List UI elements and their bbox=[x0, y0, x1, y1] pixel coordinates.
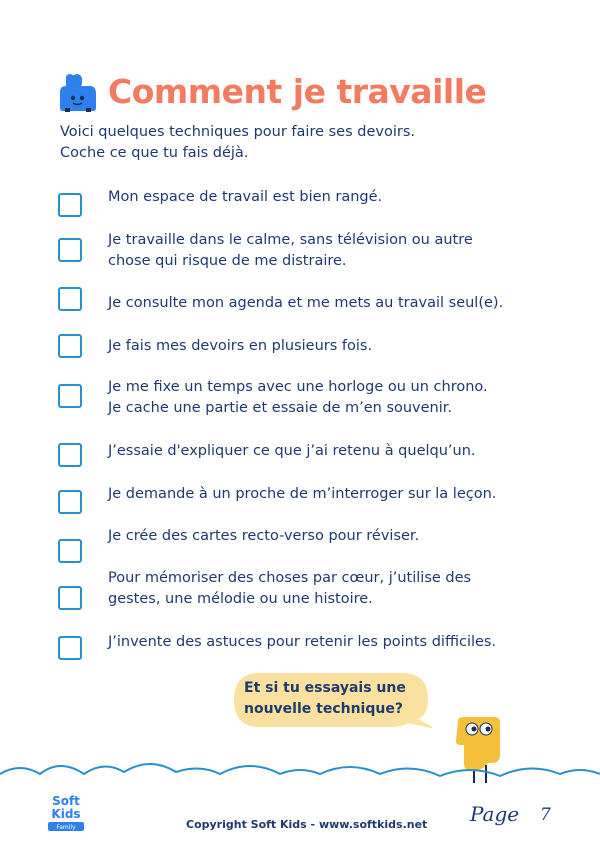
checklist-item-text bbox=[108, 293, 578, 314]
checklist-item-text bbox=[108, 568, 578, 610]
checklist-item-text bbox=[108, 441, 578, 462]
checklist-line: J’essaie d'expliquer ce que j’ai retenu à quelqu’un. bbox=[108, 443, 476, 459]
checklist-line: Mon espace de travail est bien rangé. bbox=[108, 189, 383, 205]
checklist-line: Je consulte mon agenda et me mets au travail seul(e). bbox=[108, 295, 504, 311]
checkbox[interactable] bbox=[58, 287, 82, 311]
checkbox[interactable] bbox=[58, 636, 82, 660]
copyright-text: Copyright Soft Kids - www.softkids.net bbox=[186, 818, 428, 831]
checklist-line: Je me fixe un temps avec une horloge ou un chrono. bbox=[108, 379, 488, 395]
bubble-line: nouvelle technique? bbox=[244, 701, 403, 717]
checklist-line: Je crée des cartes recto-verso pour réviser. bbox=[108, 528, 420, 544]
cloud-decoration bbox=[0, 752, 600, 849]
bubble-line: Et si tu essayais une bbox=[244, 680, 406, 696]
page-number: 7 bbox=[540, 805, 551, 825]
checkbox[interactable] bbox=[58, 384, 82, 408]
checklist-line: J’invente des astuces pour retenir les points difficiles. bbox=[108, 634, 497, 650]
checklist-line: chose qui risque de me distraire. bbox=[108, 253, 347, 269]
intro-line: Coche ce que tu fais déjà. bbox=[60, 145, 249, 161]
checkbox[interactable] bbox=[58, 490, 82, 514]
checklist-line: Je demande à un proche de m’interroger sur la leçon. bbox=[108, 486, 497, 502]
checklist-line: Pour mémoriser des choses par cœur, j’utilise des bbox=[108, 570, 472, 586]
checklist-line: Je travaille dans le calme, sans télévision ou autre bbox=[108, 232, 473, 248]
blue-mascot-icon bbox=[56, 72, 100, 112]
logo-text-kids: Kids bbox=[51, 807, 81, 821]
page-title: Comment je travaille bbox=[108, 72, 487, 111]
page-label: Page bbox=[470, 802, 520, 826]
checkbox[interactable] bbox=[58, 586, 82, 610]
checklist-line: Je cache une partie et essaie de m’en souvenir. bbox=[108, 400, 453, 416]
checkbox[interactable] bbox=[58, 193, 82, 217]
checkbox[interactable] bbox=[58, 539, 82, 563]
checklist-item-text bbox=[108, 484, 578, 505]
checklist-item-text bbox=[108, 336, 578, 357]
speech-bubble-text bbox=[244, 678, 434, 720]
checklist-item-text bbox=[108, 377, 578, 419]
checklist-line: gestes, une mélodie ou une histoire. bbox=[108, 591, 373, 607]
logo-text-soft: Soft bbox=[52, 794, 80, 808]
intro-line: Voici quelques techniques pour faire ses devoirs. bbox=[60, 124, 415, 140]
checklist-item-text bbox=[108, 632, 578, 653]
checkbox[interactable] bbox=[58, 334, 82, 358]
checklist-item-text bbox=[108, 526, 578, 547]
checklist-line: Je fais mes devoirs en plusieurs fois. bbox=[108, 338, 373, 354]
checklist-item-text bbox=[108, 230, 578, 272]
softkids-logo bbox=[44, 792, 88, 834]
intro-text bbox=[60, 122, 540, 164]
checkbox[interactable] bbox=[58, 238, 82, 262]
checklist-item-text bbox=[108, 187, 578, 208]
logo-text-family: Family bbox=[56, 824, 76, 831]
checkbox[interactable] bbox=[58, 443, 82, 467]
